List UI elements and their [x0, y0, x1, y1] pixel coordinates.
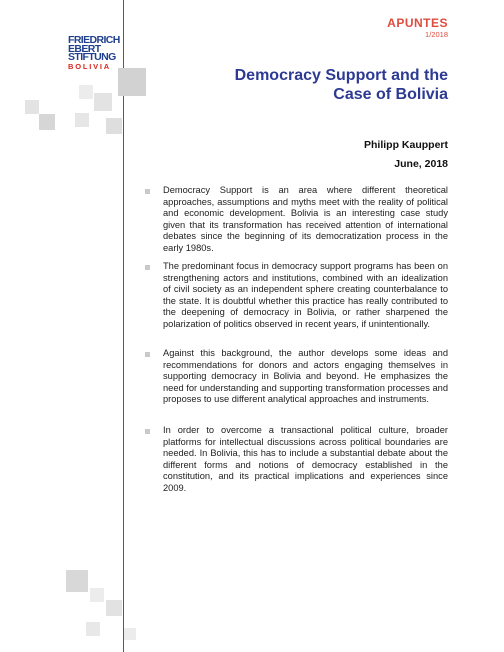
deco-square — [39, 114, 55, 130]
deco-square — [106, 118, 122, 134]
deco-square — [106, 600, 122, 616]
issue-number: 1/2018 — [425, 30, 448, 39]
summary-paragraph: The predominant focus in democracy support programs has been on strengthening actors and institutions, combined with an idealization of civil society as an independent sphere creating counterbalance to the state. It is doubtful whether this practice has really contributed to the deepening of democracy in Bolivia, or rather sharpened the polarization of politics observed in recent years, if unintentionally. — [163, 261, 448, 329]
logo-line-1: FRIEDRICH — [68, 34, 120, 46]
deco-square — [75, 113, 89, 127]
title-line-2: Case of Bolivia — [333, 86, 448, 103]
fes-logo — [68, 36, 120, 71]
summary-paragraph: Democracy Support is an area where different theoretical approaches, assumptions and myths meet with the reality of political and economic development. Bolivia is an interesting case study given that its transformation has received attention of international debates since the beginning of its democratization process in the early 1980s. — [163, 185, 448, 253]
deco-square — [90, 588, 104, 602]
deco-square — [66, 570, 88, 592]
summary-paragraph: In order to overcome a transactional political culture, broader platforms for intellectual discussions across political boundaries are needed. In Bolivia, this has to include a substantial debate about the different forms and notions of democracy established in the constitution, and its practical implications and experiences since 2009. — [163, 425, 448, 493]
author-name: Philipp Kauppert — [364, 139, 448, 151]
deco-square — [94, 93, 112, 111]
summary-paragraph: Against this background, the author develops some ideas and recommendations for donors and actors engaging themselves in supporting democracy in Bolivia and beyond. He emphasizes the need for understanding and supporting transformation processes and proposes to use different analytical approaches and instruments. — [163, 348, 448, 404]
deco-square — [79, 85, 93, 99]
deco-square — [118, 68, 146, 96]
document-title — [148, 66, 448, 104]
bullet-icon — [145, 429, 150, 434]
series-name: APUNTES — [387, 16, 448, 30]
title-line-1: Democracy Support and the — [234, 67, 448, 84]
bullet-icon — [145, 189, 150, 194]
publication-date: June, 2018 — [394, 158, 448, 170]
logo-line-2: EBERT — [68, 42, 101, 55]
bullet-icon — [145, 265, 150, 270]
series-label — [387, 16, 448, 39]
logo-line-3: STIFTUNG — [68, 51, 116, 63]
vertical-divider — [123, 0, 124, 652]
logo-line-4: BOLIVIA — [68, 61, 112, 71]
deco-square — [25, 100, 39, 114]
deco-square — [86, 622, 100, 636]
bullet-icon — [145, 352, 150, 357]
deco-square — [124, 628, 136, 640]
